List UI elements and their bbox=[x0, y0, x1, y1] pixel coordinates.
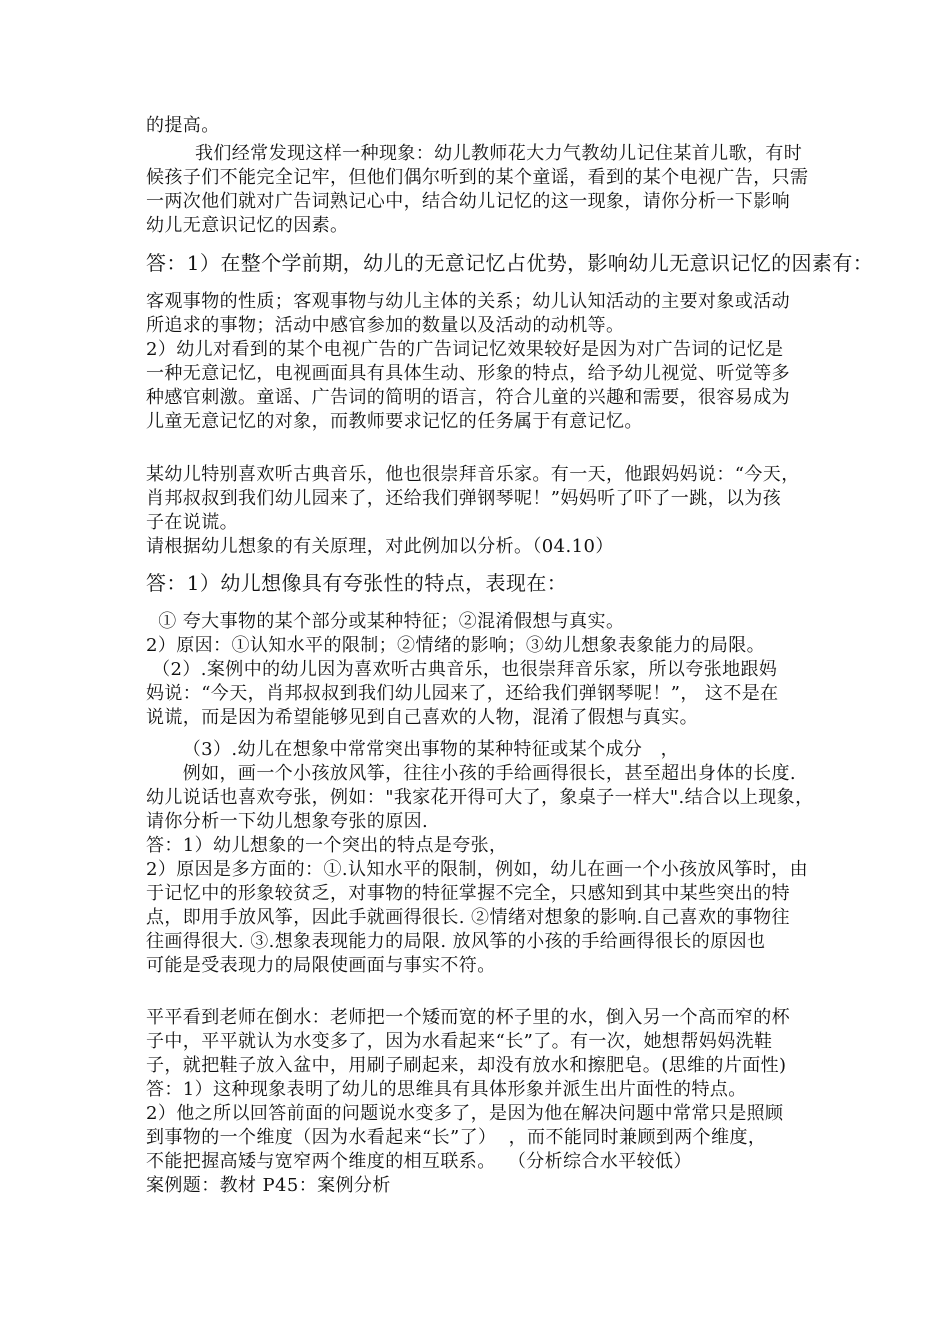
text-line: 点，即用手放风筝，因此手就画得很长. ②情绪对想象的影响.自己喜欢的事物往 bbox=[146, 907, 790, 928]
text-line: 所追求的事物；活动中感官参加的数量以及活动的动机等。 bbox=[146, 315, 625, 336]
text-line: 答：1）这种现象表明了幼儿的思维具有具体形象并派生出片面性的特点。 bbox=[146, 1079, 747, 1100]
text-line: 说谎，而是因为希望能够见到自己喜欢的人物，混淆了假想与真实。 bbox=[146, 707, 698, 728]
text-line: ① 夸大事物的某个部分或某种特征；②混淆假想与真实。 bbox=[146, 611, 625, 632]
text-line: 答：1）幼儿想像具有夸张性的特点，表现在： bbox=[146, 571, 568, 595]
text-line: 一种无意记忆，电视画面具有具体生动、形象的特点，给予幼儿视觉、听觉等多 bbox=[146, 363, 790, 384]
text-line: 我们经常发现这样一种现象：幼儿教师花大力气教幼儿记住某首儿歌，有时 bbox=[146, 143, 803, 164]
text-line: 不能把握高矮与宽窄两个维度的相互联系。 （分析综合水平较低） bbox=[146, 1151, 692, 1172]
text-line: 幼儿说话也喜欢夸张，例如："我家花开得可大了，象桌子一样大".结合以上现象， bbox=[146, 787, 814, 808]
text-line: 客观事物的性质；客观事物与幼儿主体的关系；幼儿认知活动的主要对象或活动 bbox=[146, 291, 790, 312]
text-line: 答：1）幼儿想象的一个突出的特点是夸张， bbox=[146, 835, 508, 856]
text-line: 可能是受表现力的局限使画面与事实不符。 bbox=[146, 955, 496, 976]
text-line: 2）原因：①认知水平的限制；②情绪的影响；③幼儿想象表象能力的局限。 bbox=[146, 635, 766, 656]
text-line: 2）幼儿对看到的某个电视广告的广告词记忆效果较好是因为对广告词的记忆是 bbox=[146, 339, 784, 360]
text-line: 答：1）在整个学前期，幼儿的无意记忆占优势，影响幼儿无意识记忆的因素有： bbox=[146, 251, 874, 275]
text-line: 妈说：“今天，肖邦叔叔到我们幼儿园来了，还给我们弹钢琴呢！”， 这不是在 bbox=[146, 683, 779, 704]
text-line: 候孩子们不能完全记牢，但他们偶尔听到的某个童谣，看到的某个电视广告，只需 bbox=[146, 167, 809, 188]
text-line: 平平看到老师在倒水：老师把一个矮而宽的杯子里的水，倒入另一个高而窄的杯 bbox=[146, 1007, 790, 1028]
text-line: 于记忆中的形象较贫乏，对事物的特征掌握不完全，只感知到其中某些突出的特 bbox=[146, 883, 790, 904]
text-line: 某幼儿特别喜欢听古典音乐，他也很崇拜音乐家。有一天，他跟妈妈说：“今天， bbox=[146, 464, 800, 485]
text-line: 儿童无意记忆的对象，而教师要求记忆的任务属于有意记忆。 bbox=[146, 411, 643, 432]
text-line: 案例题：教材 P45：案例分析 bbox=[146, 1175, 391, 1196]
text-line: （2）.案例中的幼儿因为喜欢听古典音乐，也很崇拜音乐家，所以夸张地跟妈 bbox=[146, 659, 778, 680]
text-line: 子在说谎。 bbox=[146, 512, 238, 533]
text-line: 种感官刺激。童谣、广告词的简明的语言，符合儿童的兴趣和需要，很容易成为 bbox=[146, 387, 790, 408]
text-line: 子中，平平就认为水变多了，因为水看起来“长”了。有一次，她想帮妈妈洗鞋 bbox=[146, 1031, 773, 1052]
text-line: 一两次他们就对广告词熟记心中，结合幼儿记忆的这一现象，请你分析一下影响 bbox=[146, 191, 790, 212]
text-line: 例如，画一个小孩放风筝，往往小孩的手给画得很长，甚至超出身体的长度. bbox=[146, 763, 797, 784]
text-line: 往画得很大. ③.想象表现能力的局限. 放风筝的小孩的手给画得很长的原因也 bbox=[146, 931, 766, 952]
text-line: 2）他之所以回答前面的问题说水变多了，是因为他在解决问题中常常只是照顾 bbox=[146, 1103, 784, 1124]
text-line: 的提高。 bbox=[146, 115, 220, 136]
text-line: 请根据幼儿想象的有关原理，对此例加以分析。（04.10） bbox=[146, 536, 614, 557]
text-line: 到事物的一个维度（因为水看起来“长”了） ，而不能同时兼顾到两个维度， bbox=[146, 1127, 767, 1148]
text-line: 请你分析一下幼儿想象夸张的原因. bbox=[146, 811, 429, 832]
text-line: 肖邦叔叔到我们幼儿园来了，还给我们弹钢琴呢！”妈妈听了吓了一跳，以为孩 bbox=[146, 488, 782, 509]
text-line: 子，就把鞋子放入盆中，用刷子刷起来，却没有放水和擦肥皂。(思维的片面性) bbox=[146, 1055, 787, 1076]
text-line: 幼儿无意识记忆的因素。 bbox=[146, 215, 349, 236]
text-line: 2）原因是多方面的：①.认知水平的限制，例如，幼儿在画一个小孩放风筝时，由 bbox=[146, 859, 808, 880]
text-line: （3）.幼儿在想象中常常突出事物的某种特征或某个成分 ， bbox=[146, 739, 680, 760]
